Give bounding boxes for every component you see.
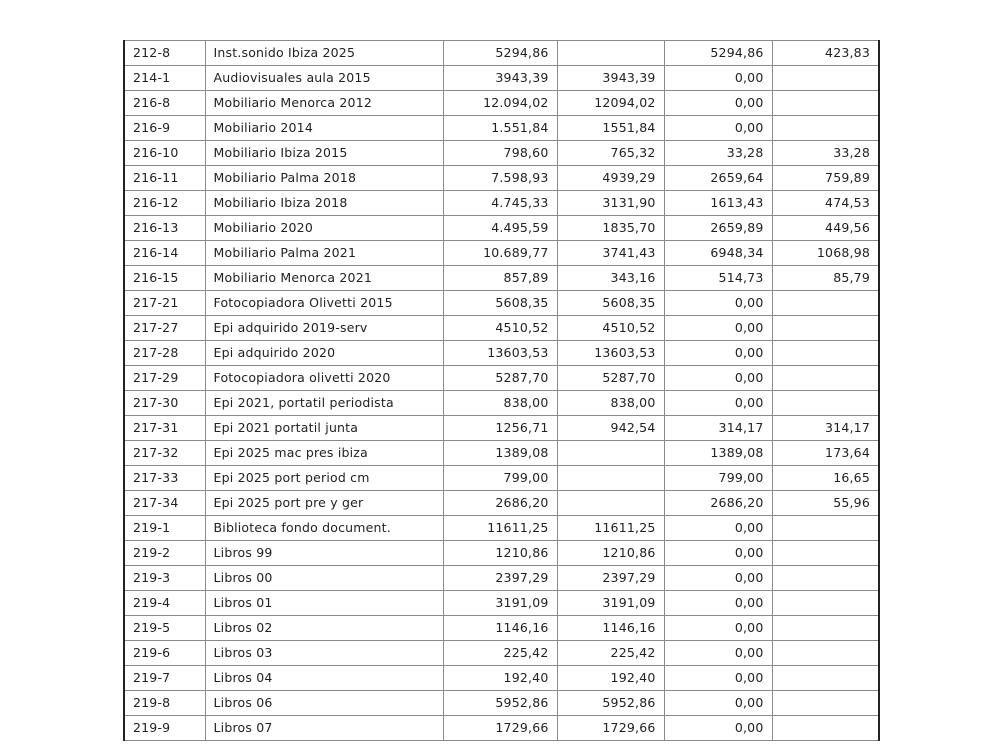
table-row [124, 616, 879, 641]
table-row [124, 391, 879, 416]
table-row [124, 166, 879, 191]
table-row [124, 491, 879, 516]
cell-value-4: 85,79 [772, 266, 879, 291]
cell-description: Epi 2025 port pre y ger [205, 491, 443, 516]
cell-value-2: 12094,02 [557, 91, 664, 116]
cell-value-4 [772, 516, 879, 541]
table-row [124, 41, 879, 66]
cell-value-4: 423,83 [772, 41, 879, 66]
cell-value-2: 4939,29 [557, 166, 664, 191]
cell-value-2: 838,00 [557, 391, 664, 416]
table-row [124, 416, 879, 441]
table-row [124, 66, 879, 91]
cell-value-3: 0,00 [664, 591, 772, 616]
cell-value-3: 6948,34 [664, 241, 772, 266]
cell-value-1: 5294,86 [443, 41, 557, 66]
cell-value-3: 0,00 [664, 66, 772, 91]
cell-account-code: 217-29 [124, 366, 205, 391]
cell-value-3: 0,00 [664, 91, 772, 116]
table-row [124, 666, 879, 691]
cell-value-4: 759,89 [772, 166, 879, 191]
cell-value-1: 1.551,84 [443, 116, 557, 141]
table-row [124, 341, 879, 366]
cell-account-code: 216-14 [124, 241, 205, 266]
cell-value-1: 3943,39 [443, 66, 557, 91]
cell-value-1: 799,00 [443, 466, 557, 491]
cell-value-3: 0,00 [664, 541, 772, 566]
cell-account-code: 219-6 [124, 641, 205, 666]
cell-value-4: 449,56 [772, 216, 879, 241]
cell-value-1: 7.598,93 [443, 166, 557, 191]
cell-value-2 [557, 441, 664, 466]
cell-account-code: 219-3 [124, 566, 205, 591]
cell-account-code: 217-34 [124, 491, 205, 516]
cell-description: Mobiliario Menorca 2021 [205, 266, 443, 291]
cell-description: Fotocopiadora Olivetti 2015 [205, 291, 443, 316]
cell-value-3: 0,00 [664, 666, 772, 691]
cell-value-1: 1729,66 [443, 716, 557, 741]
cell-value-3: 799,00 [664, 466, 772, 491]
cell-value-1: 12.094,02 [443, 91, 557, 116]
cell-account-code: 217-21 [124, 291, 205, 316]
cell-value-3: 0,00 [664, 116, 772, 141]
cell-value-4 [772, 316, 879, 341]
cell-value-4 [772, 641, 879, 666]
cell-value-2 [557, 491, 664, 516]
cell-value-1: 1146,16 [443, 616, 557, 641]
cell-value-4 [772, 291, 879, 316]
cell-value-3: 0,00 [664, 566, 772, 591]
cell-value-2: 5608,35 [557, 291, 664, 316]
cell-account-code: 219-5 [124, 616, 205, 641]
cell-value-3: 514,73 [664, 266, 772, 291]
cell-description: Mobiliario 2014 [205, 116, 443, 141]
cell-value-4 [772, 91, 879, 116]
cell-value-1: 2397,29 [443, 566, 557, 591]
cell-account-code: 219-8 [124, 691, 205, 716]
cell-value-2: 11611,25 [557, 516, 664, 541]
cell-value-3: 0,00 [664, 716, 772, 741]
table-row [124, 691, 879, 716]
cell-value-4 [772, 716, 879, 741]
table-row [124, 266, 879, 291]
cell-value-1: 2686,20 [443, 491, 557, 516]
cell-value-2: 2397,29 [557, 566, 664, 591]
table-row [124, 141, 879, 166]
cell-value-3: 2659,89 [664, 216, 772, 241]
table-row [124, 541, 879, 566]
cell-value-1: 3191,09 [443, 591, 557, 616]
cell-description: Fotocopiadora olivetti 2020 [205, 366, 443, 391]
cell-description: Epi adquirido 2019-serv [205, 316, 443, 341]
cell-description: Mobiliario Ibiza 2015 [205, 141, 443, 166]
table-row [124, 566, 879, 591]
cell-value-2: 1210,86 [557, 541, 664, 566]
cell-account-code: 216-9 [124, 116, 205, 141]
table-row [124, 241, 879, 266]
cell-value-3: 33,28 [664, 141, 772, 166]
cell-value-4: 16,65 [772, 466, 879, 491]
cell-description: Libros 06 [205, 691, 443, 716]
cell-value-3: 0,00 [664, 616, 772, 641]
cell-description: Mobiliario Ibiza 2018 [205, 191, 443, 216]
cell-value-3: 0,00 [664, 291, 772, 316]
cell-description: Biblioteca fondo document. [205, 516, 443, 541]
cell-account-code: 217-27 [124, 316, 205, 341]
cell-account-code: 216-8 [124, 91, 205, 116]
cell-account-code: 216-10 [124, 141, 205, 166]
cell-value-2: 4510,52 [557, 316, 664, 341]
cell-account-code: 216-12 [124, 191, 205, 216]
cell-account-code: 212-8 [124, 41, 205, 66]
cell-account-code: 216-11 [124, 166, 205, 191]
cell-value-4 [772, 66, 879, 91]
cell-value-1: 798,60 [443, 141, 557, 166]
cell-account-code: 219-4 [124, 591, 205, 616]
cell-value-4 [772, 116, 879, 141]
table-row [124, 316, 879, 341]
asset-table [123, 40, 880, 741]
cell-account-code: 219-2 [124, 541, 205, 566]
cell-description: Epi adquirido 2020 [205, 341, 443, 366]
cell-value-1: 192,40 [443, 666, 557, 691]
cell-value-2: 1146,16 [557, 616, 664, 641]
cell-value-2: 13603,53 [557, 341, 664, 366]
cell-value-2: 3741,43 [557, 241, 664, 266]
cell-value-4 [772, 366, 879, 391]
cell-value-4: 55,96 [772, 491, 879, 516]
cell-value-1: 4.495,59 [443, 216, 557, 241]
cell-value-4 [772, 666, 879, 691]
table-row [124, 216, 879, 241]
cell-value-1: 1389,08 [443, 441, 557, 466]
cell-value-4 [772, 616, 879, 641]
asset-table-body [124, 41, 879, 741]
cell-value-3: 2686,20 [664, 491, 772, 516]
cell-value-3: 0,00 [664, 316, 772, 341]
cell-description: Mobiliario 2020 [205, 216, 443, 241]
cell-value-3: 0,00 [664, 641, 772, 666]
cell-value-1: 225,42 [443, 641, 557, 666]
cell-description: Epi 2025 mac pres ibiza [205, 441, 443, 466]
cell-value-2: 1729,66 [557, 716, 664, 741]
cell-value-4: 33,28 [772, 141, 879, 166]
table-row [124, 91, 879, 116]
table-row [124, 516, 879, 541]
cell-value-4 [772, 566, 879, 591]
cell-value-3: 0,00 [664, 341, 772, 366]
cell-description: Libros 02 [205, 616, 443, 641]
cell-value-1: 1210,86 [443, 541, 557, 566]
cell-value-3: 1389,08 [664, 441, 772, 466]
cell-description: Libros 03 [205, 641, 443, 666]
cell-value-2: 1551,84 [557, 116, 664, 141]
table-row [124, 591, 879, 616]
cell-account-code: 217-28 [124, 341, 205, 366]
cell-account-code: 217-30 [124, 391, 205, 416]
table-row [124, 291, 879, 316]
cell-value-4: 173,64 [772, 441, 879, 466]
cell-value-1: 857,89 [443, 266, 557, 291]
cell-value-3: 0,00 [664, 691, 772, 716]
cell-value-3: 0,00 [664, 391, 772, 416]
cell-value-2 [557, 41, 664, 66]
cell-account-code: 219-9 [124, 716, 205, 741]
cell-account-code: 219-1 [124, 516, 205, 541]
cell-value-4 [772, 591, 879, 616]
cell-description: Libros 99 [205, 541, 443, 566]
table-row [124, 191, 879, 216]
cell-value-4: 314,17 [772, 416, 879, 441]
cell-value-2: 225,42 [557, 641, 664, 666]
cell-value-1: 5287,70 [443, 366, 557, 391]
cell-account-code: 214-1 [124, 66, 205, 91]
cell-value-3: 2659,64 [664, 166, 772, 191]
cell-value-3: 0,00 [664, 366, 772, 391]
cell-account-code: 219-7 [124, 666, 205, 691]
cell-description: Epi 2021 portatil junta [205, 416, 443, 441]
cell-value-2: 3943,39 [557, 66, 664, 91]
cell-description: Libros 01 [205, 591, 443, 616]
cell-value-2: 942,54 [557, 416, 664, 441]
cell-description: Mobiliario Palma 2021 [205, 241, 443, 266]
cell-value-2: 3191,09 [557, 591, 664, 616]
table-row [124, 116, 879, 141]
cell-value-2: 1835,70 [557, 216, 664, 241]
cell-value-3: 0,00 [664, 516, 772, 541]
cell-value-4 [772, 341, 879, 366]
cell-account-code: 216-15 [124, 266, 205, 291]
cell-description: Mobiliario Palma 2018 [205, 166, 443, 191]
cell-description: Mobiliario Menorca 2012 [205, 91, 443, 116]
cell-account-code: 217-33 [124, 466, 205, 491]
cell-description: Epi 2021, portatil periodista [205, 391, 443, 416]
cell-value-4: 474,53 [772, 191, 879, 216]
cell-value-1: 13603,53 [443, 341, 557, 366]
cell-value-3: 5294,86 [664, 41, 772, 66]
cell-value-2: 5287,70 [557, 366, 664, 391]
cell-value-1: 4510,52 [443, 316, 557, 341]
cell-value-2 [557, 466, 664, 491]
cell-value-2: 192,40 [557, 666, 664, 691]
cell-description: Libros 07 [205, 716, 443, 741]
table-row [124, 441, 879, 466]
cell-description: Inst.sonido Ibiza 2025 [205, 41, 443, 66]
cell-value-1: 4.745,33 [443, 191, 557, 216]
cell-value-3: 314,17 [664, 416, 772, 441]
cell-value-1: 11611,25 [443, 516, 557, 541]
cell-value-4 [772, 391, 879, 416]
table-row [124, 466, 879, 491]
cell-description: Epi 2025 port period cm [205, 466, 443, 491]
table-row [124, 366, 879, 391]
cell-value-2: 765,32 [557, 141, 664, 166]
cell-value-1: 838,00 [443, 391, 557, 416]
cell-value-2: 343,16 [557, 266, 664, 291]
table-row [124, 641, 879, 666]
cell-value-1: 5952,86 [443, 691, 557, 716]
cell-account-code: 216-13 [124, 216, 205, 241]
cell-value-1: 10.689,77 [443, 241, 557, 266]
cell-value-4: 1068,98 [772, 241, 879, 266]
cell-value-4 [772, 691, 879, 716]
cell-value-4 [772, 541, 879, 566]
cell-account-code: 217-31 [124, 416, 205, 441]
cell-value-2: 5952,86 [557, 691, 664, 716]
cell-description: Audiovisuales aula 2015 [205, 66, 443, 91]
cell-description: Libros 00 [205, 566, 443, 591]
cell-value-3: 1613,43 [664, 191, 772, 216]
cell-account-code: 217-32 [124, 441, 205, 466]
table-row [124, 716, 879, 741]
cell-value-2: 3131,90 [557, 191, 664, 216]
cell-description: Libros 04 [205, 666, 443, 691]
cell-value-1: 5608,35 [443, 291, 557, 316]
cell-value-1: 1256,71 [443, 416, 557, 441]
